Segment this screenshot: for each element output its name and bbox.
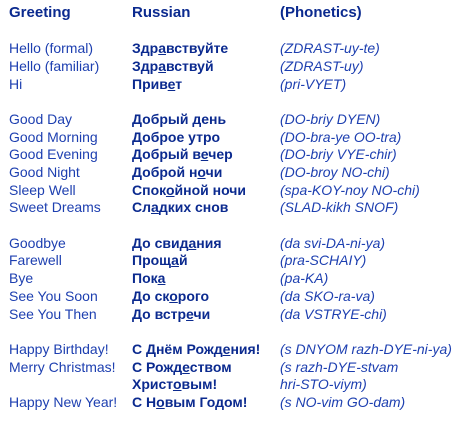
phrase-row [0,340,474,358]
russian-phrase [132,128,220,146]
phonetic-transcription: (ZDRAST-uy-te) [280,40,380,56]
russian-phrase [132,287,209,305]
phonetic-transcription: (da VSTRYE-chi) [280,306,387,322]
russian-phrase [132,163,222,181]
russian-text: Прив [132,76,168,92]
header-russian: Russian [132,4,191,21]
phonetic-transcription: (s razh-DYE-stvam [280,359,399,375]
phrase-row [0,128,474,146]
russian-text: чи [193,306,211,322]
phonetic-transcription: (spa-KOY-noy NO-chi) [280,182,420,198]
english-greeting: Hello (familiar) [9,58,100,74]
phrase-row [0,198,474,216]
russian-text: оброе утро [142,129,221,145]
russian-text: й [178,252,188,268]
phonetic-transcription: (s DNYOM razh-DYE-ni-ya) [280,341,452,357]
phonetic-transcription: (SLAD-kikh SNOF) [280,199,399,215]
russian-phrase [132,39,228,57]
stressed-letter: е [200,146,209,162]
stressed-letter: а [157,270,166,286]
stressed-letter: о [169,288,178,304]
russian-text: вым! [181,376,218,392]
russian-text: обрый день [142,111,227,127]
russian-text: Здр [132,40,159,56]
russian-phrase [132,57,214,75]
russian-text: рого [177,288,210,304]
phonetic-transcription: (pra-SCHAIY) [280,252,367,268]
russian-text: вым Годом! [164,394,248,410]
russian-text: Прощ [132,252,172,268]
english-greeting: Good Evening [9,146,98,162]
russian-text: т [175,76,183,92]
russian-phrase [132,358,232,376]
stressed-letter: о [156,394,165,410]
phrase-row [0,375,474,393]
russian-text: ством [189,359,232,375]
russian-text: ния! [230,341,261,357]
phonetic-transcription: (pa-KA) [280,270,329,286]
header-phonetics: (Phonetics) [280,4,362,21]
english-greeting: See You Then [9,306,97,322]
phonetic-transcription: (da SKO-ra-va) [280,288,375,304]
stressed-letter: е [182,359,190,375]
russian-text: Спок [132,182,166,198]
phonetic-transcription: hri-STO-viym) [280,376,367,392]
phrase-row [0,234,474,252]
russian-phrase [132,269,165,287]
stressed-letter: а [188,235,197,251]
english-greeting: Good Night [9,164,80,180]
russian-text: йной ночи [174,182,247,198]
stressed-letter: Д [132,111,143,127]
russian-text: До свид [132,235,189,251]
header-greeting: Greeting [9,4,71,21]
russian-text: Сл [132,199,152,215]
stressed-letter: о [172,376,182,392]
english-greeting: Happy Birthday! [9,341,109,357]
phrase-row [0,358,474,376]
stressed-letter: е [222,341,231,357]
stressed-letter: а [158,58,167,74]
stressed-letter: е [167,76,176,92]
phrase-row [0,57,474,75]
russian-text: Пок [132,270,158,286]
phrase-row [0,393,474,411]
russian-text: Добрый в [132,146,201,162]
english-greeting: Goodbye [9,235,66,251]
english-greeting: Hi [9,76,23,92]
russian-text: Христ [132,376,173,392]
phrase-row [0,305,474,323]
phrase-row [0,39,474,57]
english-greeting: Bye [9,270,34,286]
russian-text: До встр [132,306,187,322]
english-greeting: See You Soon [9,288,98,304]
english-greeting: Farewell [9,252,62,268]
russian-phrase [132,198,228,216]
phrase-row [0,110,474,128]
stressed-letter: е [186,306,194,322]
russian-phrase [132,181,246,199]
russian-phrase [132,375,217,393]
phrase-row [0,251,474,269]
russian-text: С Днём Рожд [132,341,223,357]
english-greeting: Good Morning [9,129,98,145]
stressed-letter: о [197,164,206,180]
russian-text: Здр [132,58,159,74]
english-greeting: Sweet Dreams [9,199,101,215]
phonetic-transcription: (DO-bra-ye OO-tra) [280,129,402,145]
russian-text: дких снов [158,199,229,215]
russian-text: С Рожд [132,359,183,375]
english-greeting: Sleep Well [9,182,76,198]
phonetic-transcription: (DO-briy DYEN) [280,111,381,127]
stressed-letter: Д [132,129,143,145]
stressed-letter: а [158,40,167,56]
russian-text: вствуй [166,58,214,74]
phrase-row [0,145,474,163]
phonetic-transcription: (DO-briy VYE-chir) [280,146,397,162]
russian-phrase [132,145,233,163]
russian-text: вствуйте [166,40,229,56]
english-greeting: Merry Christmas! [9,359,116,375]
russian-phrase [132,110,226,128]
phonetic-transcription: (ZDRAST-uy) [280,58,364,74]
russian-text: До ск [132,288,170,304]
russian-phrase [132,393,247,411]
russian-text: Доброй н [132,164,198,180]
english-greeting: Good Day [9,111,73,127]
phrase-row [0,269,474,287]
russian-phrase [132,234,222,252]
russian-phrase [132,305,210,323]
phonetic-transcription: (s NO-vim GO-dam) [280,394,406,410]
english-greeting: Happy New Year! [9,394,118,410]
english-greeting: Hello (formal) [9,40,94,56]
stressed-letter: а [171,252,179,268]
phonetic-transcription: (pri-VYET) [280,76,347,92]
phrase-row [0,181,474,199]
russian-text: чер [208,146,233,162]
russian-phrase [132,340,260,358]
stressed-letter: а [151,199,159,215]
russian-phrase [132,75,182,93]
stressed-letter: о [165,182,175,198]
russian-text: чи [205,164,223,180]
phonetic-transcription: (da svi-DA-ni-ya) [280,235,386,251]
russian-phrase [132,251,188,269]
russian-text: С Н [132,394,157,410]
russian-text: ния [196,235,222,251]
phrase-row [0,163,474,181]
phrase-row [0,287,474,305]
phonetic-transcription: (DO-broy NO-chi) [280,164,390,180]
phrase-row [0,75,474,93]
